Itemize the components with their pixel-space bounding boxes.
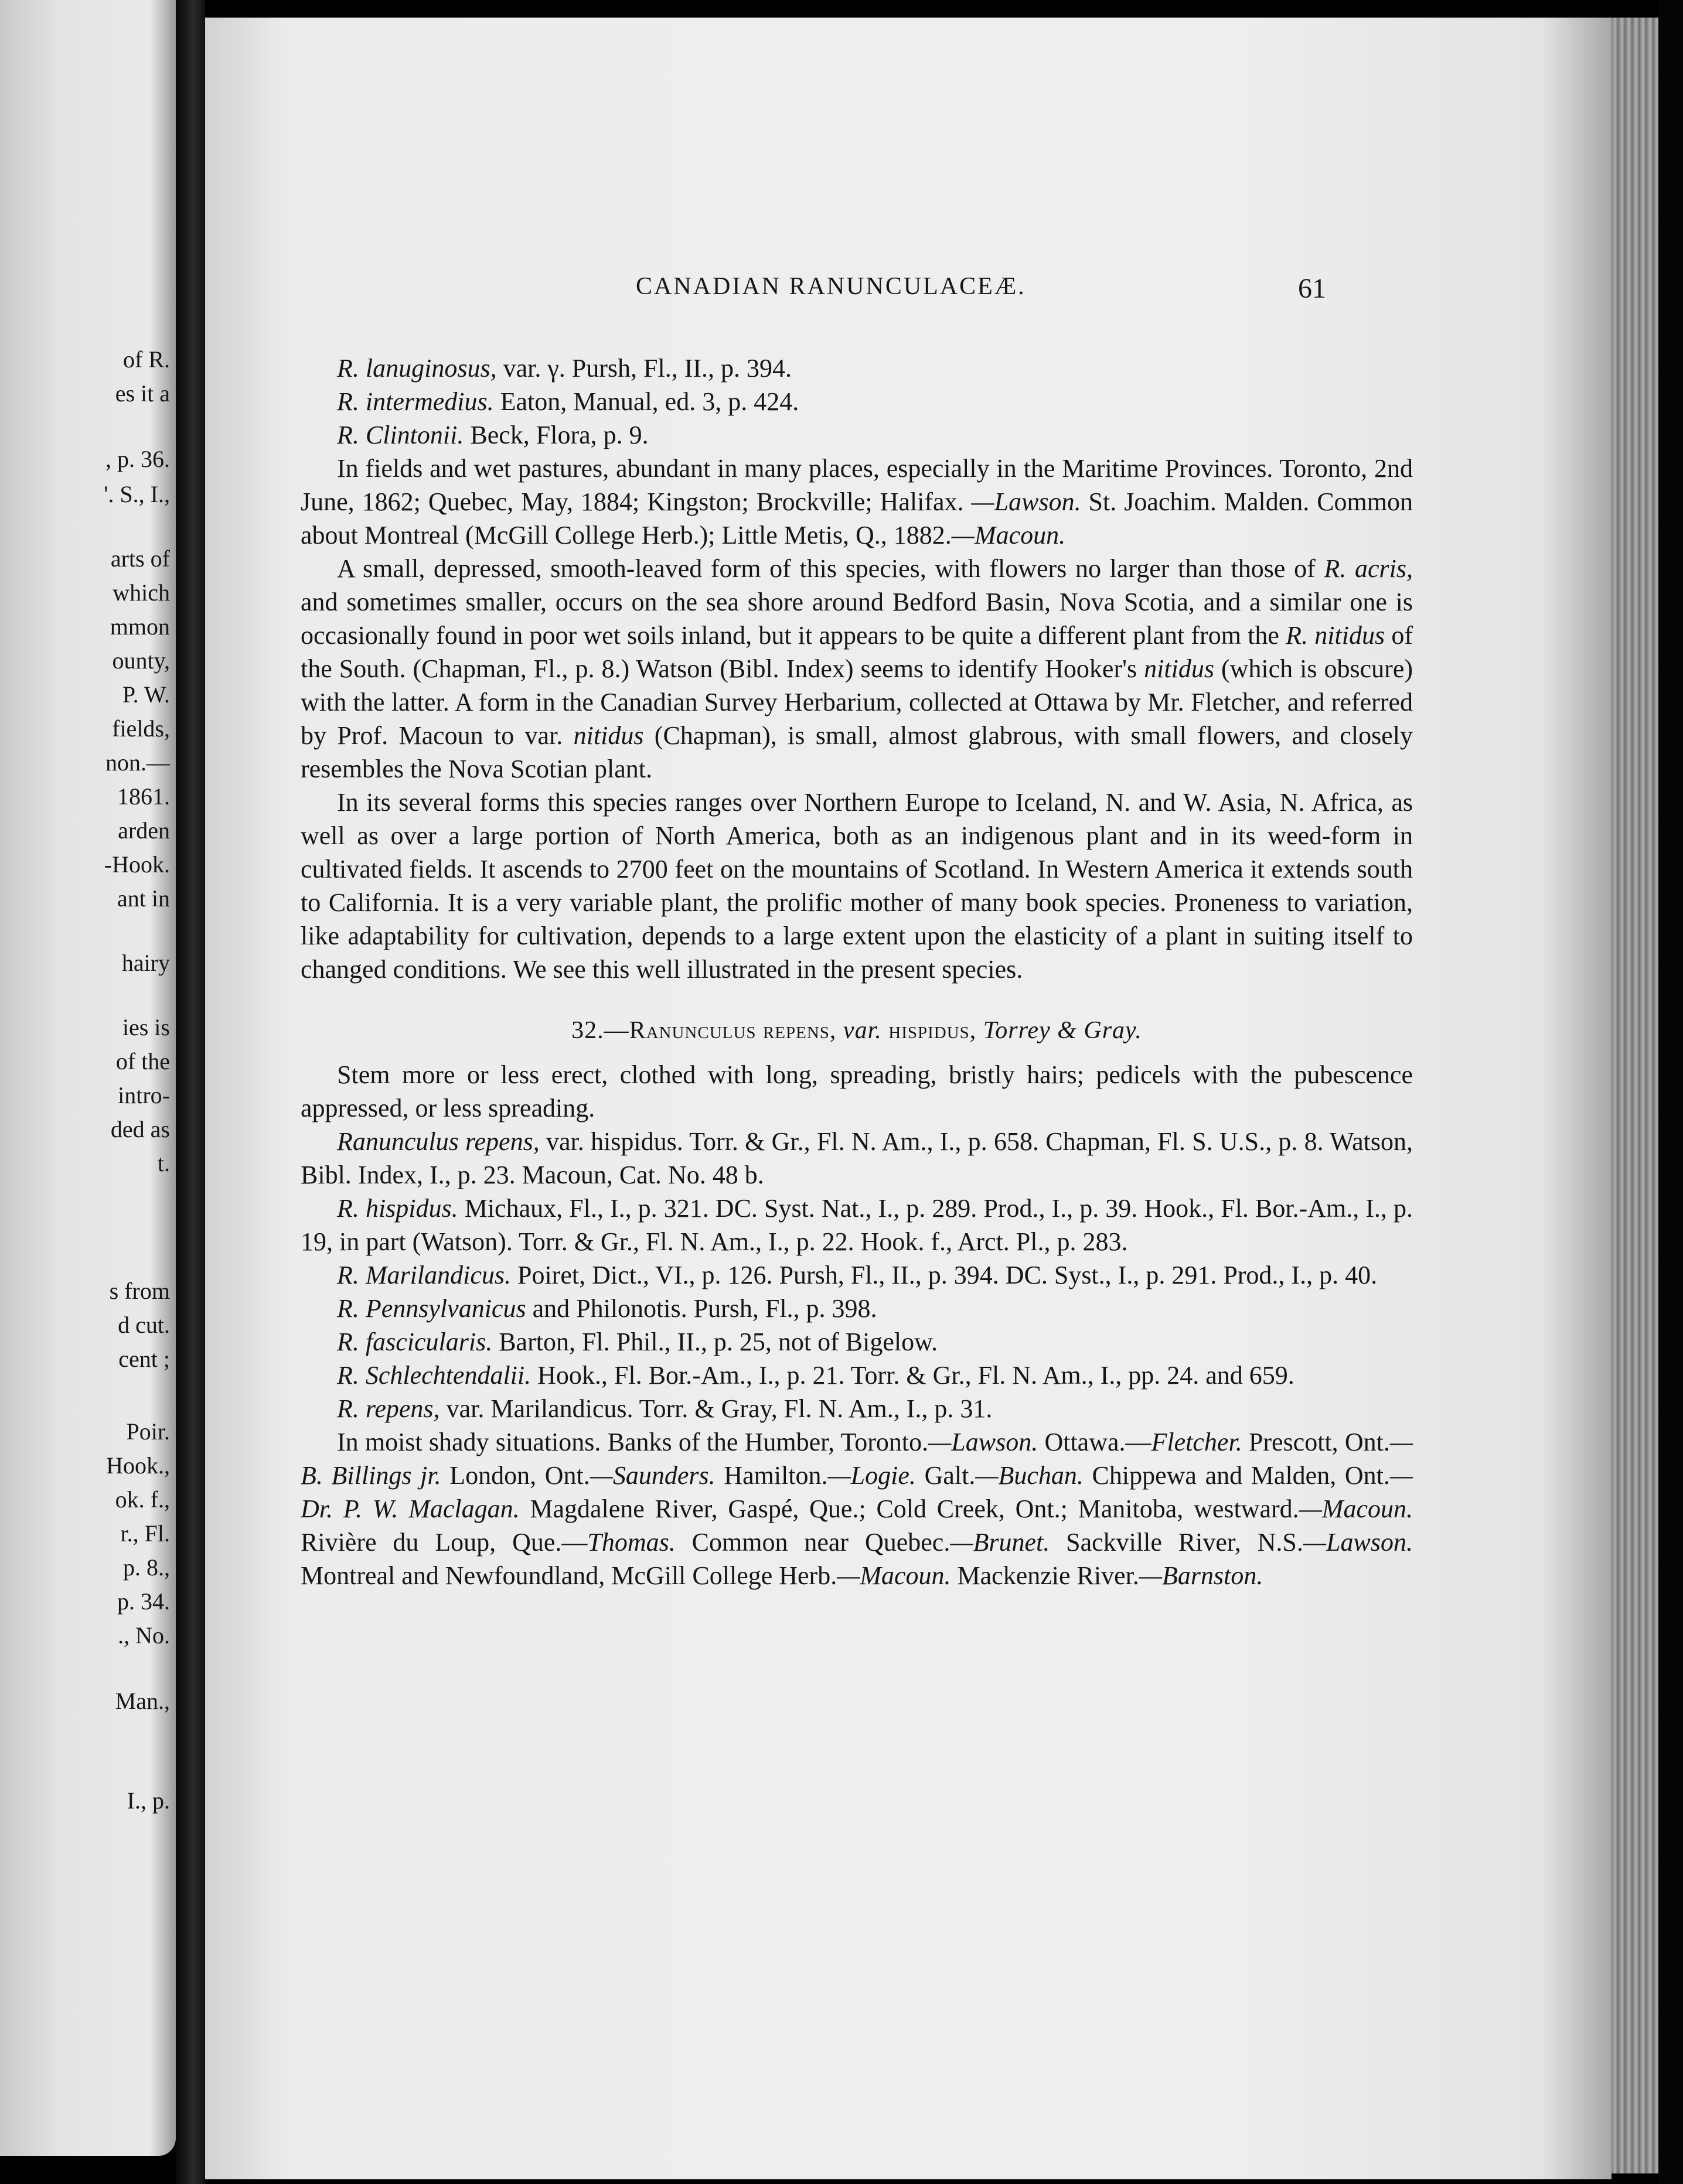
book-page	[205, 18, 1612, 2179]
facing-page-line: mmon	[110, 613, 170, 640]
facing-page-line: es it a	[115, 380, 170, 407]
facing-page-line: s from	[109, 1278, 170, 1304]
facing-page-line: ok. f.,	[115, 1486, 170, 1513]
synonym-entry: Ranunculus repens, var. hispidus. Torr. & Gr., Fl. N. Am., I., p. 658. Chapman, Fl. S. U.S., p. 8. Watson, Bibl. Index, I., p. 23. Macoun, Cat. No. 48 b.	[301, 1127, 1413, 1189]
synonym-entry: R. Marilandicus. Poiret, Dict., VI., p. 126. Pursh, Fl., II., p. 394. DC. Syst., I., p. 291. Prod., I., p. 40.	[337, 1261, 1378, 1289]
locality-paragraph: In fields and wet pastures, abundant in many places, especially in the Maritime Provinces. Toronto, 2nd June, 1862; Quebec, May, 1884; Kingston; Brockville; Halifax. —Lawson. St. Joachim. Malden. Common about Montreal (McGill College Herb.); Little Metis, Q., 1882.—Macoun.	[301, 454, 1413, 550]
synonym-entry: R. Schlechtendalii. Hook., Fl. Bor.-Am., I., p. 21. Torr. & Gr., Fl. N. Am., I., pp. 24. and 659.	[337, 1361, 1294, 1390]
facing-page-line: intro-	[118, 1082, 170, 1108]
species-description: Stem more or less erect, clothed with long, spreading, bristly hairs; pedicels with the pubescence appressed, or less spreading.	[301, 1060, 1413, 1122]
facing-page-line: arden	[118, 817, 170, 844]
facing-page-line: p. 8.,	[123, 1554, 170, 1581]
synonym-line: R. intermedius. Eaton, Manual, ed. 3, p. 424.	[337, 387, 799, 416]
page-body	[301, 352, 1413, 1592]
facing-page-line: 1861.	[117, 783, 170, 810]
facing-page-line: '. S., I.,	[104, 481, 170, 507]
facing-page-line: ies is	[122, 1014, 170, 1040]
facing-page-line: t.	[157, 1150, 170, 1176]
facing-page-line: Hook.,	[106, 1452, 170, 1479]
facing-page-line: of R.	[123, 346, 170, 373]
facing-page-line: ., No.	[118, 1622, 170, 1649]
facing-page-line: of the	[115, 1048, 170, 1074]
page-edge-stack	[1612, 18, 1658, 2173]
facing-page-line: Man.,	[115, 1688, 170, 1714]
habitat-paragraph: In moist shady situations. Banks of the Humber, Toronto.—Lawson. Ottawa.—Fletcher. Prescott, Ont.—B. Billings jr. London, Ont.—Saunders. Hamilton.—Logie. Galt.—Buchan. Chippewa and Malden, Ont.—Dr. P. W. Maclagan. Magdalene River, Gaspé, Que.; Cold Creek, Ont.; Manitoba, westward.—Macoun. Rivière du Loup, Que.—Thomas. Common near Quebec.—Brunet. Sackville River, N.S.—Lawson. Montreal and Newfoundland, McGill College Herb.—Macoun. Mackenzie River.—Barnston.	[301, 1428, 1413, 1590]
synonym-entry: R. repens, var. Marilandicus. Torr. & Gray, Fl. N. Am., I., p. 31.	[337, 1394, 993, 1423]
facing-page-line: P. W.	[122, 681, 170, 708]
synonym-entry: R. fascicularis. Barton, Fl. Phil., II., p. 25, not of Bigelow.	[337, 1328, 938, 1356]
synonym-line: R. Clintonii. Beck, Flora, p. 9.	[337, 421, 649, 449]
facing-page-line: which	[113, 579, 170, 606]
facing-page-line: fields,	[112, 715, 170, 742]
facing-page-line: arts of	[110, 545, 170, 572]
facing-page-line: p. 34.	[117, 1588, 170, 1615]
facing-page-line: r., Fl.	[120, 1520, 170, 1547]
form-note-paragraph: A small, depressed, smooth-leaved form of this species, with flowers no larger than those of R. acris, and sometimes smaller, occurs on the sea shore around Bedford Basin, Nova Scotia, and a similar one is occasionally found in poor wet soils inland, but it appears to be quite a different plant from the R. nitidus of the South. (Chapman, Fl., p. 8.) Watson (Bibl. Index) seems to identify Hooker's nitidus (which is obscure) with the latter. A form in the Canadian Survey Herbarium, collected at Ottawa by Mr. Fletcher, and referred by Prof. Macoun to var. nitidus (Chapman), is small, almost glabrous, with small flowers, and closely resembles the Nova Scotian plant.	[301, 554, 1413, 783]
facing-page-line: Poir.	[126, 1418, 170, 1445]
facing-page-line: I., p.	[127, 1787, 170, 1814]
facing-page-line: non.—	[105, 749, 170, 776]
range-paragraph: In its several forms this species ranges over Northern Europe to Iceland, N. and W. Asia, N. Africa, as well as over a large portion of North America, both as an indigenous plant and in its weed-form in cultivated fields. It ascends to 2700 feet on the mountains of Scotland. In Western America it extends south to California. It is a very variable plant, the prolific mother of many book species. Proneness to variation, like adaptability for cultivation, depends to a large extent upon the elasticity of a plant in suiting itself to changed conditions. We see this well illustrated in the present species.	[301, 788, 1413, 984]
facing-page-line: hairy	[121, 950, 170, 976]
facing-page-line: cent ;	[118, 1346, 170, 1372]
synonym-entry: R. hispidus. Michaux, Fl., I., p. 321. DC. Syst. Nat., I., p. 289. Prod., I., p. 39. Hook., Fl. Bor.-Am., I., p. 19, in part (Watson). Torr. & Gr., Fl. N. Am., I., p. 22. Hook. f., Arct. Pl., p. 283.	[301, 1194, 1413, 1256]
synonym-line: R. lanuginosus, var. γ. Pursh, Fl., II., p. 394.	[337, 354, 792, 383]
facing-page-line: d cut.	[118, 1312, 170, 1338]
facing-page-line: , p. 36.	[105, 446, 170, 472]
page-number: 61	[1298, 273, 1326, 304]
facing-page-line: ounty,	[112, 647, 170, 674]
book-gutter	[176, 0, 205, 2184]
running-title: CANADIAN RANUNCULACEÆ.	[636, 273, 1026, 300]
facing-page-line: -Hook.	[104, 851, 170, 878]
scan-border	[1658, 0, 1683, 2184]
facing-page-fragment	[0, 0, 176, 2156]
species-heading: 32.—Ranunculus repens, var. hispidus, Torrey & Gray.	[571, 1017, 1142, 1044]
synonym-entry: R. Pennsylvanicus and Philonotis. Pursh, Fl., p. 398.	[337, 1294, 877, 1323]
facing-page-line: ant in	[117, 885, 170, 912]
facing-page-line: ded as	[110, 1116, 170, 1142]
